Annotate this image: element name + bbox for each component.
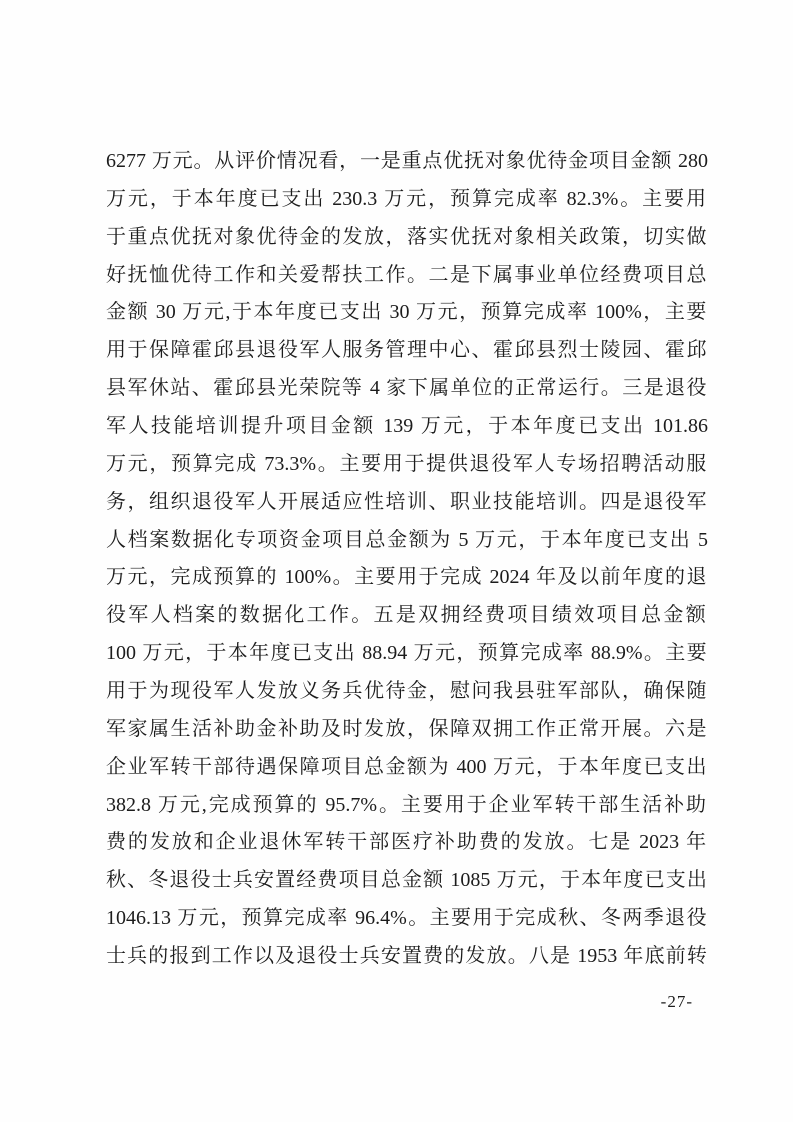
text-line: 军人技能培训提升项目金额 139 万元，于本年度已支出 101.86 <box>106 415 708 438</box>
text-line: 役军人档案的数据化工作。五是双拥经费项目绩效项目总金额 <box>106 604 708 627</box>
page-number: -27- <box>660 992 693 1011</box>
body-text <box>106 143 708 976</box>
text-line: 万元，完成预算的 100%。主要用于完成 2024 年及以前年度的退 <box>106 566 708 589</box>
text-line: 军家属生活补助金补助及时发放，保障双拥工作正常开展。六是 <box>106 717 708 740</box>
text-line: 秋、冬退役士兵安置经费项目总金额 1085 万元，于本年度已支出 <box>106 869 708 892</box>
text-line: 6277 万元。从评价情况看，一是重点优抚对象优待金项目金额 280 <box>106 150 708 172</box>
text-line: 1046.13 万元，预算完成率 96.4%。主要用于完成秋、冬两季退役 <box>106 907 708 930</box>
text-line: 费的发放和企业退休军转干部医疗补助费的发放。七是 2023 年 <box>106 831 708 854</box>
text-line: 金额 30 万元,于本年度已支出 30 万元，预算完成率 100%，主要 <box>106 301 708 324</box>
text-line: 万元，预算完成 73.3%。主要用于提供退役军人专场招聘活动服 <box>106 452 708 475</box>
text-line: 企业军转干部待遇保障项目总金额为 400 万元，于本年度已支出 <box>106 755 708 778</box>
text-line: 于重点优抚对象优待金的发放，落实优抚对象相关政策，切实做 <box>106 225 708 248</box>
text-line: 县军休站、霍邱县光荣院等 4 家下属单位的正常运行。三是退役 <box>106 377 708 400</box>
text-line: 100 万元，于本年度已支出 88.94 万元，预算完成率 88.9%。主要 <box>106 642 708 665</box>
text-line: 好抚恤优待工作和关爱帮扶工作。二是下属事业单位经费项目总 <box>106 263 708 286</box>
text-line: 士兵的报到工作以及退役士兵安置费的发放。八是 1953 年底前转 <box>106 945 708 968</box>
text-line: 用于为现役军人发放义务兵优待金，慰问我县驻军部队，确保随 <box>106 680 708 703</box>
text-line: 人档案数据化专项资金项目总金额为 5 万元，于本年度已支出 5 <box>106 528 708 551</box>
text-line: 用于保障霍邱县退役军人服务管理中心、霍邱县烈士陵园、霍邱 <box>106 339 708 362</box>
text-line: 382.8 万元,完成预算的 95.7%。主要用于企业军转干部生活补助 <box>106 793 708 816</box>
text-line: 务，组织退役军人开展适应性培训、职业技能培训。四是退役军 <box>106 490 708 513</box>
text-line: 万元，于本年度已支出 230.3 万元，预算完成率 82.3%。主要用 <box>106 187 708 210</box>
